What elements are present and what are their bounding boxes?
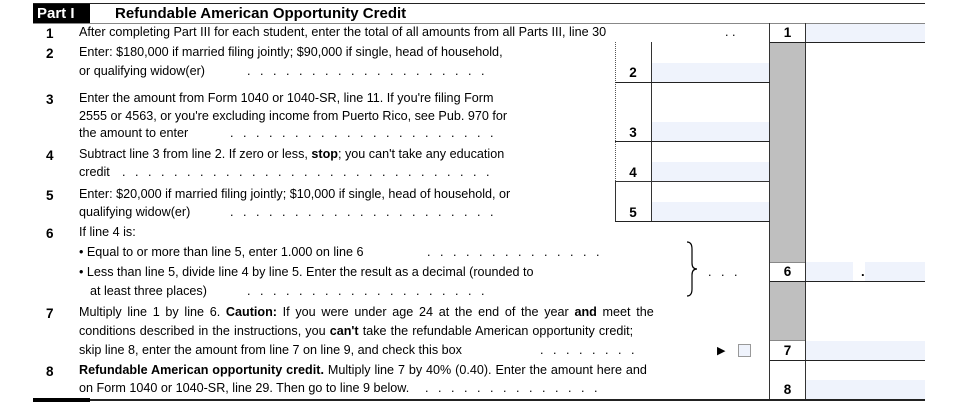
line-7-cant: can't (329, 324, 359, 338)
line-4-rule (615, 181, 770, 182)
line-5-amount-field[interactable] (652, 202, 769, 221)
line-3-amount-field[interactable] (652, 122, 769, 141)
line-8-text-l1 (79, 361, 647, 380)
line-6-box-label: 6 (783, 264, 792, 279)
line-2-number: 2 (46, 46, 54, 61)
bottom-rule (33, 399, 925, 401)
inner-col-left (615, 42, 616, 183)
line-2-amount-field[interactable] (652, 63, 769, 82)
line-6-bullet-2-dots: . . . . . . . . . . . . . . . . . . . (247, 284, 488, 298)
line-6-brace-dots: . . . (708, 265, 741, 279)
line-3-text-l1: Enter the amount from Form 1040 or 1040-SR, line 11. If you're filing Form (79, 91, 494, 105)
line-1-amount-field[interactable] (806, 24, 925, 42)
line-8-text-b: Multiply line 7 by 40% (0.40). Enter the amount here and (323, 363, 647, 377)
line-1-dots: . . (725, 25, 736, 39)
line-7-text-b: If you were under age 24 at the end of the year (276, 305, 575, 319)
line-6-number: 6 (46, 226, 54, 241)
line-6-bullet-2-l2: at least three places) (90, 284, 207, 298)
line-6-intro: If line 4 is: (79, 225, 136, 239)
line-5-text-l2: qualifying widow(er) (79, 205, 191, 219)
line-5-dots: . . . . . . . . . . . . . . . . . . . . . (230, 205, 497, 219)
bottom-thick-tab (33, 398, 90, 402)
line-1-text: After completing Part III for each student, enter the total of all amounts from all Parts III, line 30 (79, 25, 607, 39)
line-7-text-l2 (79, 322, 633, 341)
line-4-text-b: ; you can't take any education (337, 147, 505, 161)
line-7-text-l1 (79, 303, 654, 322)
line-8-title: Refundable American opportunity credit. (79, 363, 324, 377)
line-7-text-l3: skip line 8, enter the amount from line 7 on line 9, and check this box (79, 343, 462, 357)
line-4-dots: . . . . . . . . . . . . . . . . . . . . . . . . . . . . . (122, 165, 493, 179)
line-2-text-l2: or qualifying widow(er) (79, 64, 205, 78)
line-4-amount-field[interactable] (652, 162, 769, 181)
line-5-text-l1: Enter: $20,000 if married filing jointly; $10,000 if single, head of household, or (79, 187, 511, 201)
line-8-amount-field[interactable] (806, 380, 925, 399)
line-6-rule (770, 281, 925, 282)
line-6-decimal-field[interactable] (865, 262, 925, 281)
section-title: Refundable American Opportunity Credit (115, 5, 407, 22)
line-5-rule (615, 221, 770, 222)
line-7-amount-field[interactable] (806, 341, 925, 360)
line-7-and: and (574, 305, 597, 319)
line-7-text-l2-b: take the refundable American opportunity credit; (358, 324, 634, 338)
line-7-dots: . . . . . . . . (540, 343, 638, 357)
line-2-box-label: 2 (629, 65, 637, 80)
shaded-column-lower (770, 282, 805, 340)
right-brace-icon (686, 241, 698, 297)
line-8-dots: . . . . . . . . . . . . . . (425, 381, 601, 395)
line-8-box-label: 8 (783, 382, 792, 397)
line-6-brace (686, 241, 698, 297)
line-6-bullet-1: • Equal to or more than line 5, enter 1.000 on line 6 (79, 245, 364, 259)
part-label: Part I (37, 5, 75, 22)
line-6-bullet-1-dots: . . . . . . . . . . . . . . (427, 245, 603, 259)
line-4-text-l2: credit (79, 165, 110, 179)
line-3-dots: . . . . . . . . . . . . . . . . . . . . . (230, 126, 497, 140)
line-5-box-label: 5 (629, 205, 637, 220)
line-7-text-c: meet the (596, 305, 654, 319)
line-1-rule (770, 42, 925, 43)
line-4-text-stop: stop (311, 147, 338, 161)
line-3-rule (615, 141, 770, 142)
line-1-box-label: 1 (783, 25, 792, 40)
shaded-column-upper (770, 42, 805, 262)
line-4-box-label: 4 (629, 165, 637, 180)
part-tab (33, 4, 90, 23)
line-7-box-label: 7 (783, 343, 792, 358)
line-4-number: 4 (46, 148, 54, 163)
line-7-arrow-icon: ▶ (717, 345, 726, 357)
line-3-number: 3 (46, 92, 54, 107)
line-6-decimal-point: . (861, 264, 865, 279)
line-7-number: 7 (46, 306, 54, 321)
line-3-text-l3: the amount to enter (79, 126, 189, 140)
line-2-text-l1: Enter: $180,000 if married filing jointly; $90,000 if single, head of household, (79, 45, 503, 59)
line-7-top-rule (770, 340, 805, 341)
top-rule (33, 3, 925, 4)
line-5-number: 5 (46, 188, 54, 203)
line-8-number: 8 (46, 364, 54, 379)
line-2-dots: . . . . . . . . . . . . . . . . . . . (247, 64, 488, 78)
line-8-text-l2: on Form 1040 or 1040-SR, line 29. Then go to line 9 below. (79, 381, 410, 395)
line-7-checkbox[interactable] (738, 344, 751, 357)
line-1-number: 1 (46, 26, 54, 41)
line-3-text-l2: 2555 or 4563, or you're excluding income from Puerto Rico, see Pub. 970 for (79, 109, 508, 123)
line-3-box-label: 3 (629, 125, 637, 140)
line-7-rule (770, 360, 925, 361)
line-4-text-l1 (79, 145, 504, 164)
line-4-text-a: Subtract line 3 from line 2. If zero or less, (79, 147, 312, 161)
line-6-integer-field[interactable] (806, 262, 853, 281)
line-6-top-rule (770, 262, 805, 263)
line-7-text-a: Multiply line 1 by line 6. (79, 305, 226, 319)
line-2-rule (615, 82, 770, 83)
line-7-text-l2-a: conditions described in the instructions, you (79, 324, 330, 338)
line-6-bullet-2-l1: • Less than line 5, divide line 4 by line 5. Enter the result as a decimal (rounded to (79, 265, 534, 279)
line-7-caution: Caution: (225, 305, 277, 319)
line-5-box-left (615, 182, 616, 222)
line-5-box-mid (651, 182, 652, 222)
